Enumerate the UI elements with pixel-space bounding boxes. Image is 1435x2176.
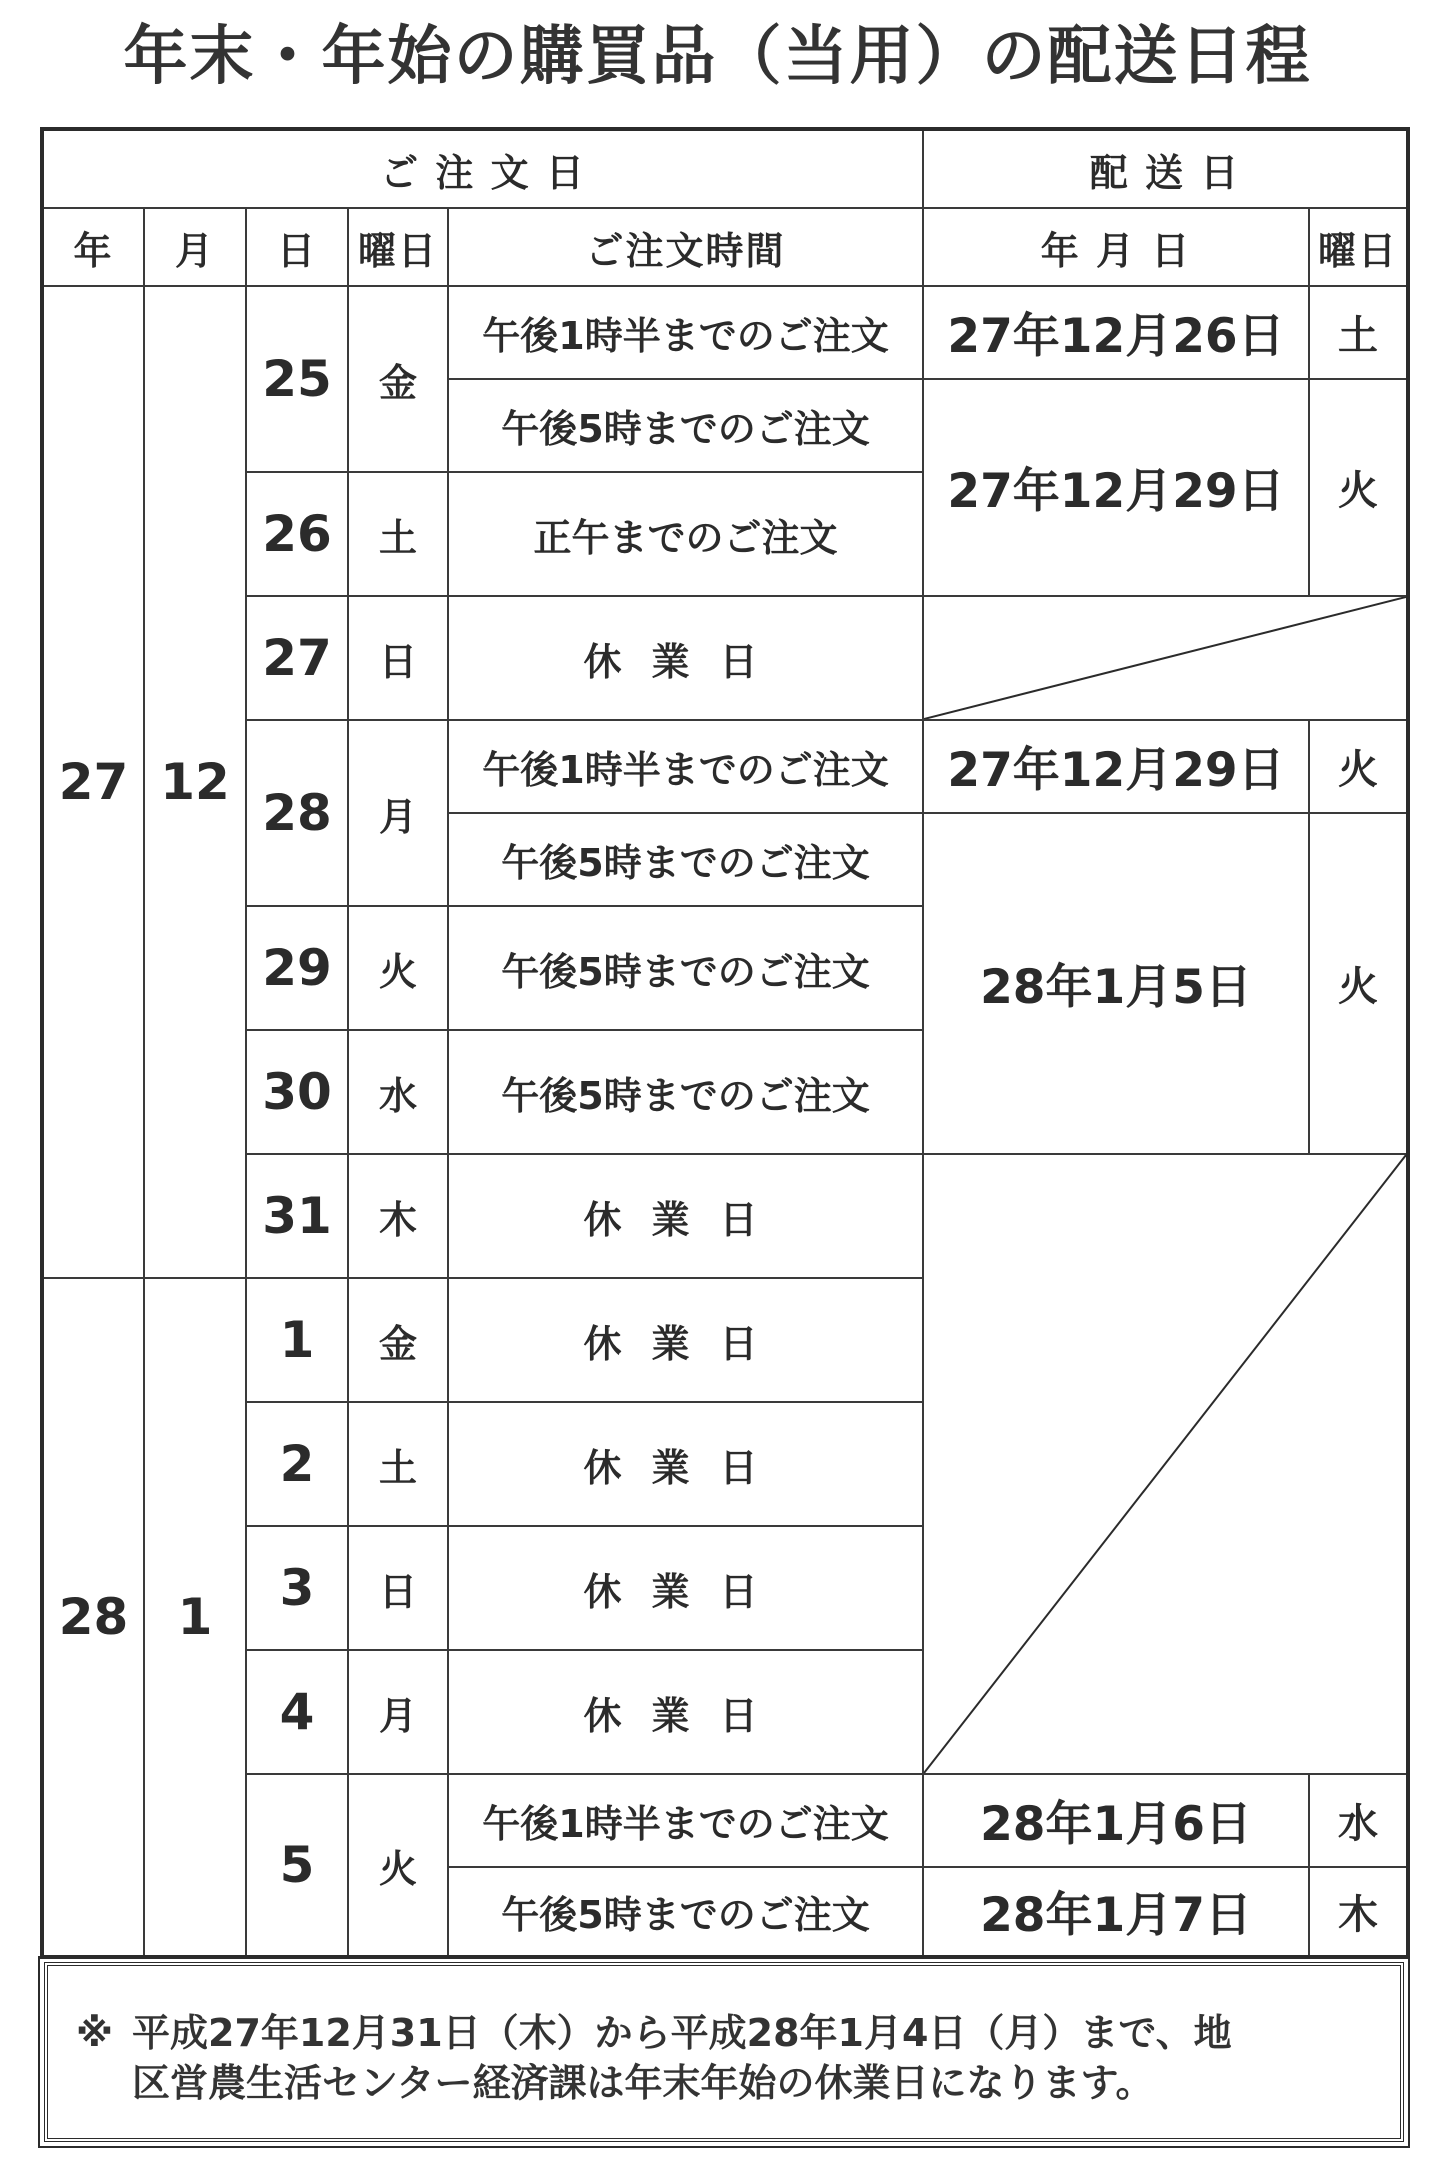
- day-cell: 1: [246, 1278, 348, 1402]
- delivery-date-cell: 27年12月26日: [923, 286, 1309, 379]
- delivery-weekday-cell: 火: [1309, 813, 1408, 1154]
- no-delivery-cell: [923, 1154, 1408, 1774]
- weekday-cell: 金: [348, 1278, 448, 1402]
- order-time-cell: 午後1時半までのご注文: [448, 286, 923, 379]
- delivery-weekday-cell: 木: [1309, 1867, 1408, 1957]
- order-time-cell: 休業日: [448, 1526, 923, 1650]
- day-cell: 29: [246, 906, 348, 1030]
- weekday-cell: 土: [348, 1402, 448, 1526]
- note-line-1: 平成27年12月31日（木）から平成28年1月4日（月）まで、地: [132, 2011, 1232, 2055]
- closure-notice: [44, 1962, 1404, 2142]
- day-cell: 27: [246, 596, 348, 720]
- day-cell: 5: [246, 1774, 348, 1957]
- note-line-2: 区営農生活センター経済課は年末年始の休業日になります。: [132, 2061, 1154, 2105]
- header-delivery-date: 配 送 日: [923, 129, 1408, 208]
- weekday-cell: 火: [348, 1774, 448, 1957]
- year-cell: 27: [42, 286, 144, 1278]
- year-cell: 28: [42, 1278, 144, 1957]
- order-time-cell: 休業日: [448, 1154, 923, 1278]
- order-time-cell: 午後5時までのご注文: [448, 1030, 923, 1154]
- order-time-cell: 午後5時までのご注文: [448, 1867, 923, 1957]
- header-year: 年: [42, 208, 144, 286]
- day-cell: 26: [246, 472, 348, 596]
- diagonal-slash: [924, 1155, 1406, 1773]
- weekday-cell: 水: [348, 1030, 448, 1154]
- order-time-cell: 午後5時までのご注文: [448, 813, 923, 906]
- table-row: [42, 596, 1408, 720]
- month-cell: 12: [144, 286, 246, 1278]
- no-delivery-cell: [923, 596, 1408, 720]
- delivery-weekday-cell: 土: [1309, 286, 1408, 379]
- weekday-cell: 火: [348, 906, 448, 1030]
- header-delivery-ymd: 年 月 日: [923, 208, 1309, 286]
- order-time-cell: 午後5時までのご注文: [448, 379, 923, 472]
- page-title: 年末・年始の購買品（当用）の配送日程: [123, 20, 1312, 94]
- header-weekday: 曜日: [348, 208, 448, 286]
- table-row: [42, 1154, 1408, 1278]
- order-time-cell: 休業日: [448, 596, 923, 720]
- weekday-cell: 木: [348, 1154, 448, 1278]
- weekday-cell: 月: [348, 720, 448, 906]
- order-time-cell: 休業日: [448, 1402, 923, 1526]
- table-row: [42, 286, 1408, 379]
- weekday-cell: 土: [348, 472, 448, 596]
- delivery-weekday-cell: 火: [1309, 379, 1408, 596]
- order-time-cell: 午後1時半までのご注文: [448, 1774, 923, 1867]
- delivery-date-cell: 28年1月6日: [923, 1774, 1309, 1867]
- header-row-columns: [42, 208, 1408, 286]
- header-order-date: ご 注 文 日: [42, 129, 923, 208]
- day-cell: 25: [246, 286, 348, 472]
- header-month: 月: [144, 208, 246, 286]
- month-cell: 1: [144, 1278, 246, 1957]
- order-time-cell: 午後1時半までのご注文: [448, 720, 923, 813]
- weekday-cell: 金: [348, 286, 448, 472]
- note-mark: ※: [76, 2011, 113, 2055]
- diagonal-slash: [924, 597, 1406, 719]
- weekday-cell: 月: [348, 1650, 448, 1774]
- delivery-schedule-table: [40, 127, 1410, 1959]
- header-delivery-weekday: 曜日: [1309, 208, 1408, 286]
- delivery-date-cell: 27年12月29日: [923, 720, 1309, 813]
- day-cell: 28: [246, 720, 348, 906]
- delivery-date-cell: 27年12月29日: [923, 379, 1309, 596]
- header-row-groups: [42, 129, 1408, 208]
- table-row: [42, 1774, 1408, 1867]
- day-cell: 31: [246, 1154, 348, 1278]
- table-row: [42, 720, 1408, 813]
- order-time-cell: 正午までのご注文: [448, 472, 923, 596]
- order-time-cell: 休業日: [448, 1650, 923, 1774]
- delivery-date-cell: 28年1月5日: [923, 813, 1309, 1154]
- day-cell: 30: [246, 1030, 348, 1154]
- delivery-weekday-cell: 火: [1309, 720, 1408, 813]
- weekday-cell: 日: [348, 596, 448, 720]
- day-cell: 3: [246, 1526, 348, 1650]
- header-day: 日: [246, 208, 348, 286]
- delivery-date-cell: 28年1月7日: [923, 1867, 1309, 1957]
- order-time-cell: 午後5時までのご注文: [448, 906, 923, 1030]
- weekday-cell: 日: [348, 1526, 448, 1650]
- day-cell: 4: [246, 1650, 348, 1774]
- day-cell: 2: [246, 1402, 348, 1526]
- order-time-cell: 休業日: [448, 1278, 923, 1402]
- header-order-time: ご注文時間: [448, 208, 923, 286]
- delivery-weekday-cell: 水: [1309, 1774, 1408, 1867]
